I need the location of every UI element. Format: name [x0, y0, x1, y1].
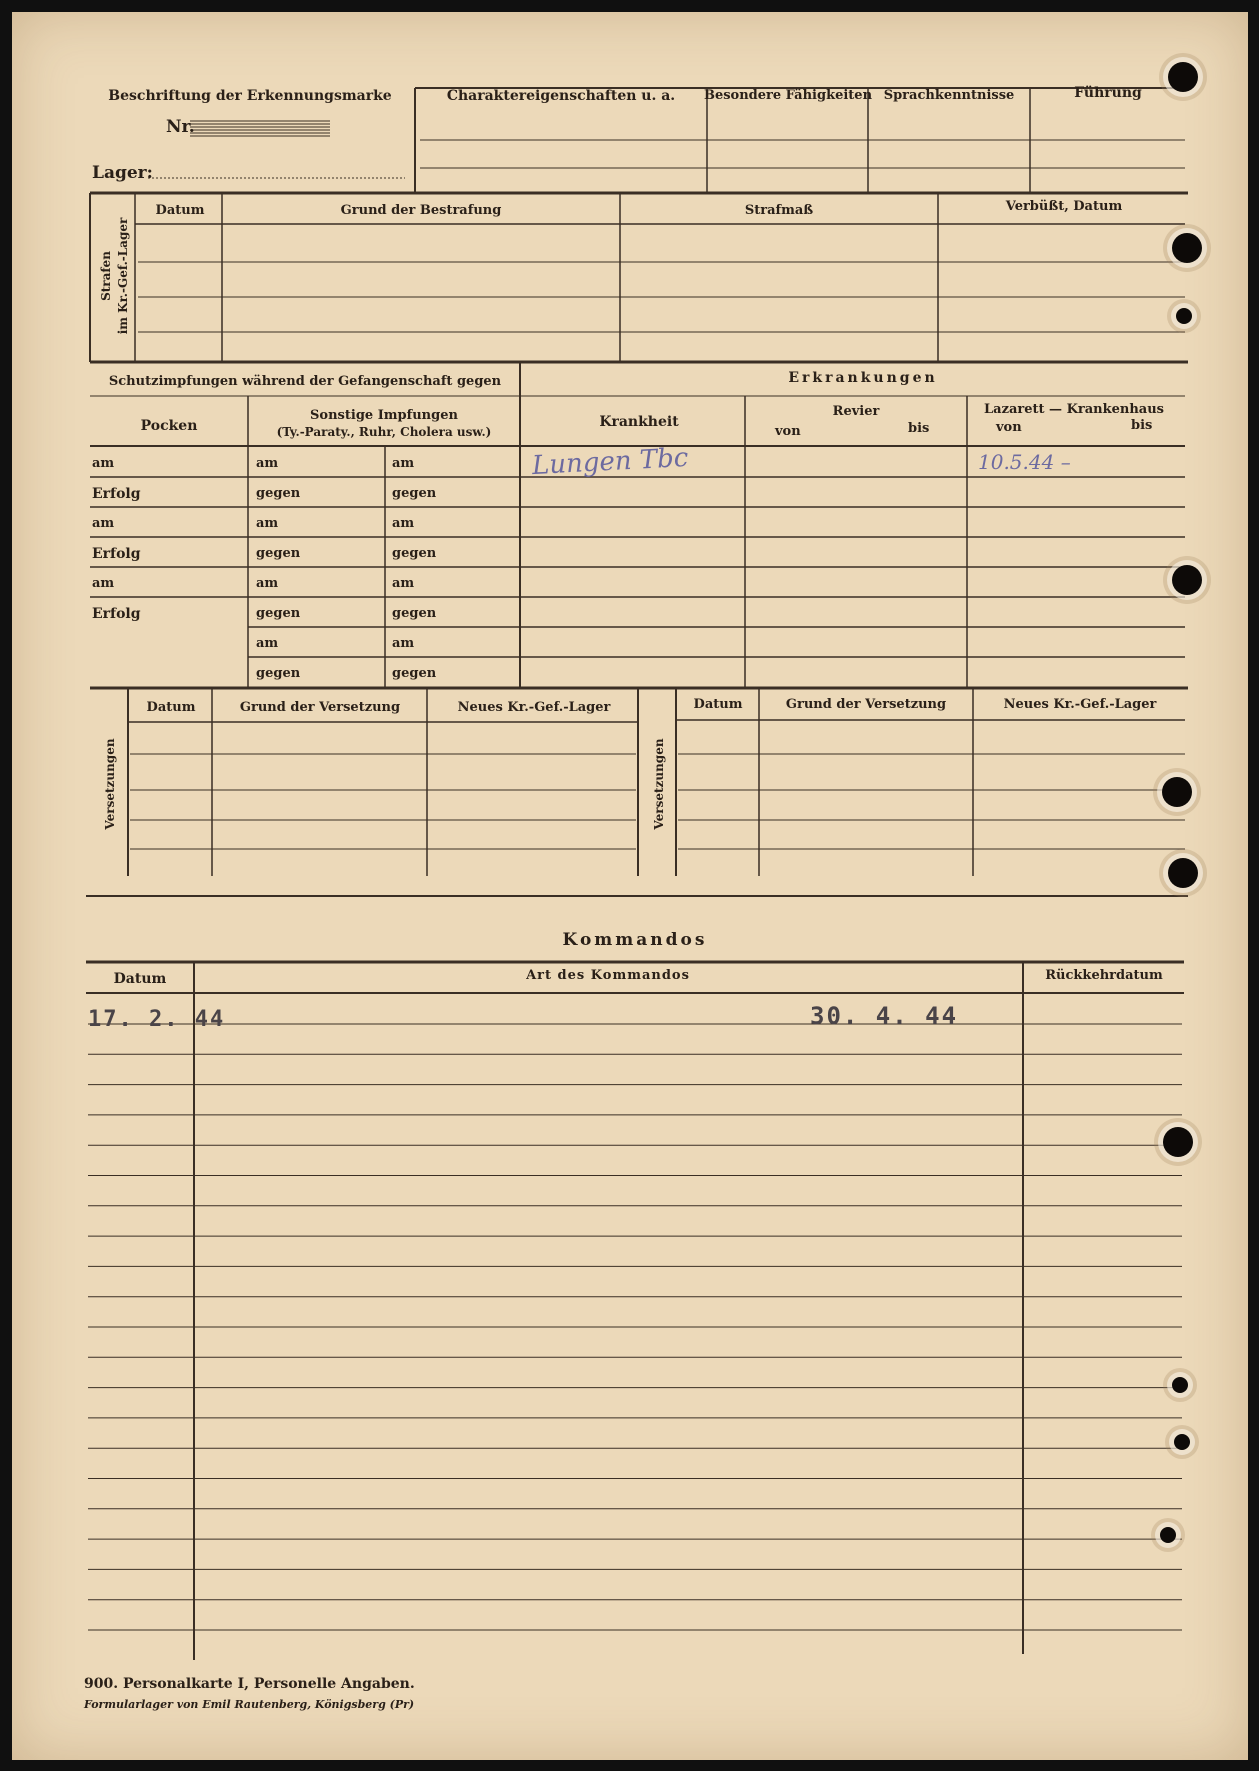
vers-col-datum: Datum	[146, 700, 196, 715]
versetzungen-side-label: Versetzungen	[652, 738, 666, 830]
vers-col-neues: Neues Kr.-Gef.-Lager	[457, 700, 611, 715]
impf-gegen: gegen	[392, 486, 437, 501]
revier-bis: bis	[908, 421, 930, 436]
kommandos-col-art: Art des Kommandos	[526, 968, 690, 983]
punch-hole	[1160, 1527, 1176, 1543]
nr-label: Nr.	[166, 117, 195, 137]
entry-datum-stamp: 17. 2. 44	[88, 1007, 226, 1032]
pocken-am: am	[92, 576, 115, 591]
pocken-am: am	[92, 516, 115, 531]
punch-hole	[1163, 1127, 1193, 1157]
vers-col-grund: Grund der Versetzung	[239, 700, 401, 715]
impf-am: am	[392, 516, 415, 531]
impf-am: am	[256, 516, 279, 531]
punch-hole	[1172, 1377, 1188, 1393]
impf-col-pocken: Pocken	[140, 418, 198, 434]
impf-gegen: gegen	[392, 666, 437, 681]
strafen-side-label-1: Strafen	[99, 251, 113, 301]
lazarett-bis: bis	[1131, 418, 1153, 433]
col-charakter: Charaktereigenschaften u. a.	[446, 88, 676, 104]
impf-gegen: gegen	[392, 546, 437, 561]
strafen-side-label-2: im Kr.-Gef.-Lager	[116, 217, 130, 335]
vers-col-datum: Datum	[693, 697, 743, 712]
impf-heading: Schutzimpfungen während der Gefangenschaft gegen	[108, 374, 502, 389]
impf-col-sonstige-2: (Ty.-Paraty., Ruhr, Cholera usw.)	[276, 425, 492, 439]
kommandos-col-rueckkehr: Rückkehrdatum	[1045, 968, 1163, 983]
impf-gegen: gegen	[256, 606, 301, 621]
vers-col-neues: Neues Kr.-Gef.-Lager	[1003, 697, 1157, 712]
vers-col-grund: Grund der Versetzung	[785, 697, 947, 712]
revier-von: von	[775, 424, 801, 439]
impf-gegen: gegen	[256, 546, 301, 561]
impf-am: am	[392, 636, 415, 651]
kommandos-heading: Kommandos	[562, 930, 708, 950]
impf-col-sonstige-1: Sonstige Impfungen	[310, 408, 458, 423]
entry-krankheit: Lungen Tbc	[531, 442, 690, 482]
col-krankheit: Krankheit	[599, 414, 679, 430]
strafen-col-grund: Grund der Bestrafung	[340, 203, 502, 218]
punch-hole	[1172, 233, 1202, 263]
kommandos-col-datum: Datum	[113, 971, 167, 987]
footer-line-1: 900. Personalkarte I, Personelle Angaben.	[84, 1676, 415, 1692]
impf-am: am	[256, 636, 279, 651]
entry-lazarett-von: 10.5.44 –	[978, 450, 1071, 474]
lazarett-von: von	[996, 420, 1022, 435]
tag-label: Beschriftung der Erkennungsmarke	[108, 88, 392, 104]
versetzungen-side-label: Versetzungen	[103, 738, 117, 830]
col-faehigkeiten: Besondere Fähigkeiten	[703, 88, 873, 103]
col-revier: Revier	[832, 404, 880, 419]
erkrankungen-heading: Erkrankungen	[788, 370, 938, 386]
punch-hole	[1176, 308, 1192, 324]
col-fuehrung: Führung	[1074, 85, 1142, 101]
footer-line-2: Formularlager von Emil Rautenberg, Königsberg (Pr)	[84, 1698, 415, 1711]
impf-am: am	[256, 576, 279, 591]
strafen-col-strafmass: Strafmaß	[744, 203, 814, 218]
punch-hole	[1168, 62, 1198, 92]
pocken-erfolg: Erfolg	[92, 606, 141, 622]
col-lazarett: Lazarett — Krankenhaus	[984, 402, 1164, 417]
pocken-erfolg: Erfolg	[92, 546, 141, 562]
impf-gegen: gegen	[256, 486, 301, 501]
strafen-col-verbuesst: Verbüßt, Datum	[1005, 199, 1123, 214]
impf-gegen: gegen	[392, 606, 437, 621]
impf-am: am	[392, 456, 415, 471]
col-sprachen: Sprachkenntnisse	[883, 88, 1015, 103]
punch-hole	[1168, 858, 1198, 888]
pocken-am: am	[92, 456, 115, 471]
entry-art-stamp: 30. 4. 44	[810, 1002, 959, 1030]
punch-hole	[1174, 1434, 1190, 1450]
pocken-erfolg: Erfolg	[92, 486, 141, 502]
impf-am: am	[392, 576, 415, 591]
strafen-col-datum: Datum	[155, 203, 205, 218]
impf-am: am	[256, 456, 279, 471]
lager-label: Lager:	[92, 163, 153, 183]
punch-hole	[1162, 777, 1192, 807]
punch-hole	[1172, 565, 1202, 595]
impf-gegen: gegen	[256, 666, 301, 681]
